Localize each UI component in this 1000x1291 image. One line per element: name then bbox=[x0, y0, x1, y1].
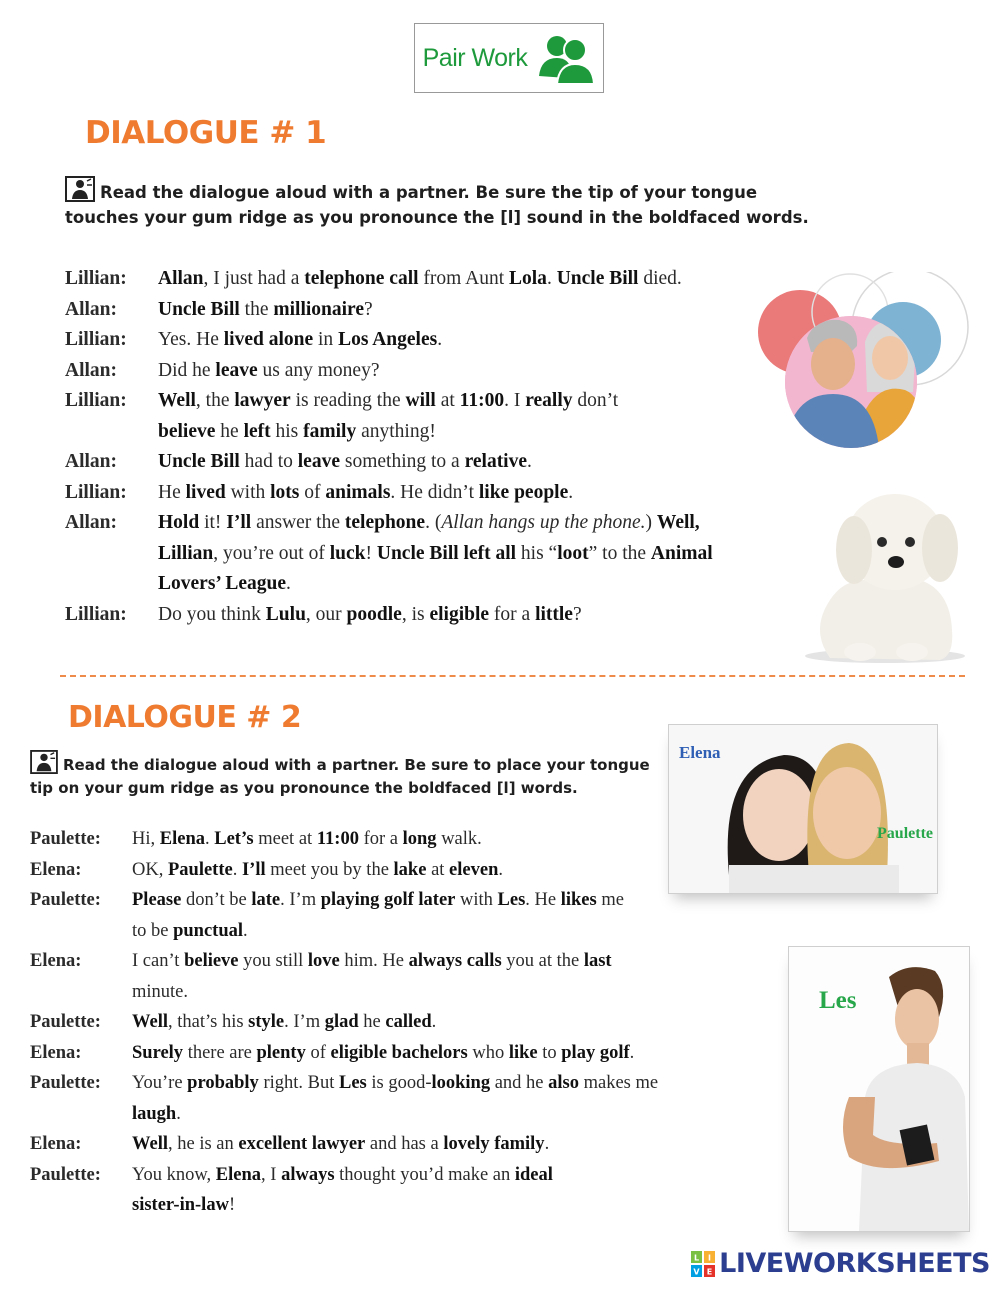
speaker-name: Elena: bbox=[30, 859, 82, 880]
logo-letter-v: V bbox=[693, 1267, 700, 1276]
dialogue-line bbox=[65, 295, 825, 326]
man-illustration bbox=[789, 947, 969, 1231]
dialogue-text: Yes. He lived alone in Los Angeles. bbox=[158, 329, 443, 350]
speaker-name: Paulette: bbox=[30, 1012, 101, 1032]
elena-label: Elena bbox=[679, 743, 721, 762]
dialogue-line bbox=[65, 264, 825, 295]
speaking-icon bbox=[30, 750, 58, 779]
dialogue-text: Please don’t be late. I’m playing golf later with Les. He likes me to be punctual. bbox=[132, 890, 624, 941]
speaker-name: Lillian: bbox=[65, 603, 127, 625]
dialogue-text: Allan, I just had a telephone call from Aunt Lola. Uncle Bill died. bbox=[158, 268, 682, 289]
dialogue-1-instruction bbox=[65, 176, 825, 228]
dialogue-line bbox=[65, 478, 825, 509]
speaker-name: Elena: bbox=[30, 1042, 82, 1063]
dialogue-line bbox=[30, 946, 770, 1007]
dialogue-line bbox=[30, 1007, 770, 1038]
elderly-couple-photo bbox=[755, 272, 980, 452]
dialogue-line bbox=[65, 325, 825, 356]
logo-letter-l: L bbox=[694, 1253, 700, 1262]
dialogue-text: Uncle Bill the millionaire? bbox=[158, 298, 373, 320]
dialogue-text: You’re probably right. But Les is good-looking and he also makes me laugh. bbox=[132, 1073, 659, 1124]
dialogue-line bbox=[30, 885, 770, 946]
dialogue-text: Hold it! I’ll answer the telephone. (Allan hangs up the phone.) Well, Lillian, you’re out of luck! Uncle Bill left all his “loot” to the Animal Lovers’ League. bbox=[158, 512, 713, 594]
dialogue-line bbox=[65, 508, 825, 600]
dialogue-text: Surely there are plenty of eligible bachelors who like to play golf. bbox=[132, 1042, 635, 1063]
dialogue-line bbox=[65, 447, 825, 478]
dialogue-line bbox=[30, 1068, 770, 1129]
dialogue-line bbox=[65, 600, 825, 631]
instruction-text: Read the dialogue aloud with a partner. Be sure the tip of your tongue touches your gum ridge as you pronounce the [l] sound in the boldfaced words. bbox=[65, 183, 809, 227]
dialogue-text: Well, he is an excellent lawyer and has a lovely family. bbox=[132, 1134, 550, 1154]
speaker-name: Allan: bbox=[65, 359, 118, 381]
dialogue-text: OK, Paulette. I’ll meet you by the lake at eleven. bbox=[132, 859, 503, 880]
dialogue-line bbox=[65, 356, 825, 387]
pair-work-label: Pair Work bbox=[422, 43, 528, 72]
speaker-name: Paulette: bbox=[30, 1073, 101, 1093]
dialogue-text: Well, that’s his style. I’m glad he called. bbox=[132, 1012, 437, 1032]
instruction-text: Read the dialogue aloud with a partner. Be sure to place your tongue tip on your gum ridge as you pronounce the boldfaced [l] words. bbox=[30, 756, 650, 797]
dialogue-text: Uncle Bill had to leave something to a relative. bbox=[158, 451, 532, 472]
people-icon bbox=[537, 32, 595, 84]
dialogue-line bbox=[30, 855, 770, 886]
dialogue-line bbox=[30, 1038, 770, 1069]
pair-work-badge bbox=[414, 23, 604, 93]
dialogue-text: Do you think Lulu, our poodle, is eligible for a little? bbox=[158, 603, 582, 625]
paulette-label: Paulette bbox=[877, 825, 933, 842]
liveworksheets-logo[interactable] bbox=[691, 1248, 990, 1279]
dialogue-1-table bbox=[65, 264, 825, 630]
speaker-name: Lillian: bbox=[65, 268, 127, 289]
dialogue-2-instruction bbox=[30, 750, 650, 798]
dialogue-text: Hi, Elena. Let’s meet at 11:00 for a long walk. bbox=[132, 829, 482, 849]
speaking-icon bbox=[65, 176, 95, 208]
les-photo bbox=[788, 946, 970, 1232]
dialogue-text: Did he leave us any money? bbox=[158, 359, 380, 381]
dialogue-line bbox=[30, 1160, 770, 1221]
speaker-name: Paulette: bbox=[30, 829, 101, 849]
dialogue-text: You know, Elena, I always thought you’d make an ideal sister-in-law! bbox=[132, 1164, 553, 1215]
dialogue-line bbox=[65, 386, 825, 447]
dialogue-text: Well, the lawyer is reading the will at 11:00. I really don’t believe he left his family anything! bbox=[158, 390, 619, 442]
speaker-name: Paulette: bbox=[30, 890, 101, 910]
liveworksheets-logo-icon bbox=[691, 1251, 715, 1277]
speaker-name: Lillian: bbox=[65, 390, 127, 411]
speaker-name: Lillian: bbox=[65, 481, 127, 503]
dialogue-1-heading: DIALOGUE # 1 bbox=[85, 115, 327, 151]
speaker-name: Allan: bbox=[65, 451, 118, 472]
speaker-name: Allan: bbox=[65, 512, 118, 533]
dialogue-line bbox=[30, 824, 770, 855]
speaker-name: Elena: bbox=[30, 1134, 82, 1154]
dialogue-2-heading: DIALOGUE # 2 bbox=[68, 700, 302, 735]
speaker-name: Paulette: bbox=[30, 1164, 101, 1185]
poodle-photo bbox=[800, 480, 970, 665]
elena-paulette-photo bbox=[668, 724, 938, 894]
liveworksheets-logo-text: LIVEWORKSHEETS bbox=[719, 1248, 990, 1279]
logo-letter-i: I bbox=[708, 1253, 712, 1262]
les-label: Les bbox=[819, 987, 857, 1014]
dialogue-text: He lived with lots of animals. He didn’t like people. bbox=[158, 481, 574, 503]
logo-letter-e: E bbox=[706, 1267, 713, 1276]
section-divider bbox=[60, 675, 965, 677]
speaker-name: Allan: bbox=[65, 298, 118, 320]
dialogue-line bbox=[30, 1129, 770, 1160]
dialogue-2-table bbox=[30, 824, 770, 1221]
dialogue-text: I can’t believe you still love him. He always calls you at the last minute. bbox=[132, 951, 612, 1002]
speaker-name: Lillian: bbox=[65, 329, 127, 350]
speaker-name: Elena: bbox=[30, 951, 82, 971]
